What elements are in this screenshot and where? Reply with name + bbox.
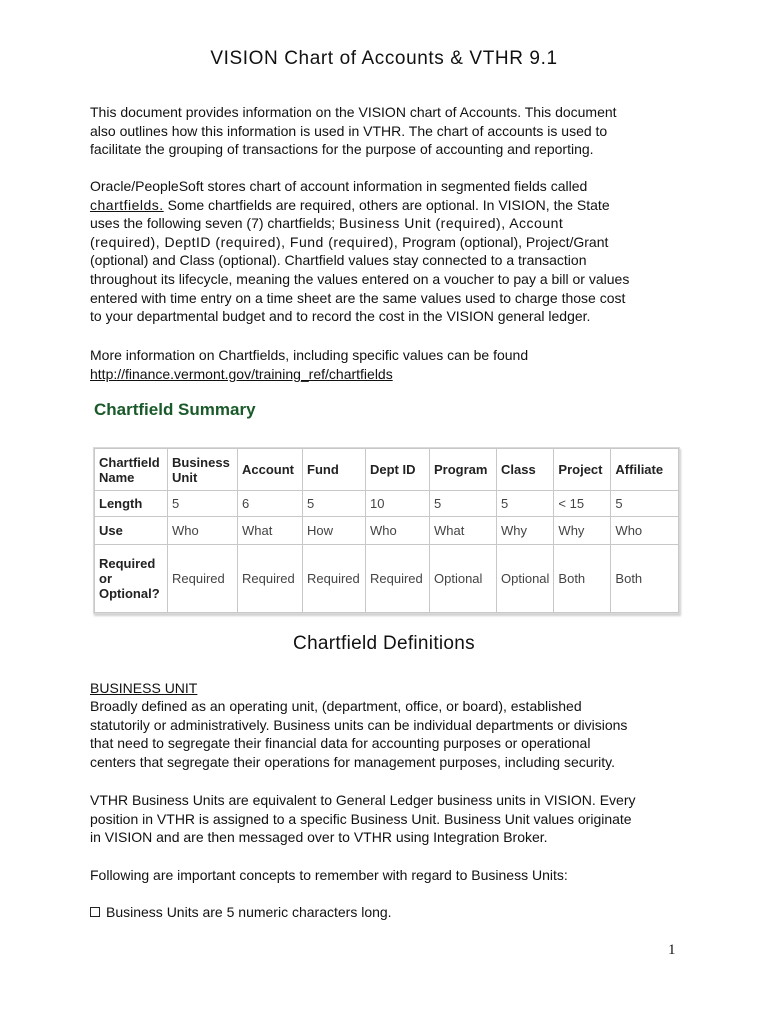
vthr-business-units-paragraph: VTHR Business Units are equivalent to General Ledger business units in VISION. Every position in VTHR is assigned to a specific Business Unit. Business Unit values originate in VISION and are then messaged over to VTHR using Integration Broker. xyxy=(90,792,636,846)
chartfields-term: chartfields. xyxy=(90,196,164,213)
table-cell: Required xyxy=(168,545,238,613)
table-cell: 6 xyxy=(238,491,303,517)
table-cell: Length xyxy=(95,491,168,517)
table-cell: Who xyxy=(366,517,430,545)
table-cell: Business Unit xyxy=(168,449,238,491)
table-cell: Who xyxy=(611,517,679,545)
table-cell: Required xyxy=(303,545,366,613)
business-unit-definition: Broadly defined as an operating unit, (department, office, or board), established statutorily or administratively. Business units can be individual departments or divisions that need to segregate their financial data for accounting purposes or operational centers that segregate their operations for management purposes, including security. xyxy=(90,698,628,770)
intro-paragraph: This document provides information on the VISION chart of Accounts. This document also outlines how this information is used in VTHR. The chart of accounts is used to facilitate the grouping of transactions for the purpose of accounting and reporting. xyxy=(90,104,617,158)
table-cell: 5 xyxy=(611,491,679,517)
table-cell: Both xyxy=(611,545,679,613)
business-unit-heading: BUSINESS UNIT xyxy=(90,680,198,696)
table-cell: Required or Optional? xyxy=(95,545,168,613)
checkbox-bullet-icon xyxy=(90,907,100,917)
table-cell: Project xyxy=(554,449,611,491)
bullet-item: Business Units are 5 numeric characters long. xyxy=(90,904,392,920)
table-row xyxy=(95,545,679,613)
definitions-heading: Chartfield Definitions xyxy=(293,633,475,654)
table-cell: 5 xyxy=(497,491,554,517)
table-row xyxy=(95,491,679,517)
table-cell: Account xyxy=(238,449,303,491)
more-info-paragraph: More information on Chartfields, including specific values can be found http://finance.vermont.gov/training_ref/chartfields xyxy=(90,347,529,382)
table-cell: Why xyxy=(554,517,611,545)
chartfields-paragraph: Oracle/PeopleSoft stores chart of account information in segmented fields called chartfields. Some chartfields are required, others are optional. In VISION, the State uses the following seven (7) chartfields; Business Unit (required), Account (required), DeptID (required), Fund (required), Program (optional), Project/Grant (optional) and Class (optional). Chartfield values stay connected to a transaction throughout its lifecycle, meaning the values entered on a voucher to pay a bill or values entered with time entry on a time sheet are the same values used to charge those cost to your departmental budget and to record the cost in the VISION general ledger. xyxy=(90,178,630,325)
chartfield-summary-table xyxy=(93,447,680,614)
table-cell: 5 xyxy=(430,491,497,517)
table-cell: Who xyxy=(168,517,238,545)
table-cell: Required xyxy=(238,545,303,613)
table-cell: 10 xyxy=(366,491,430,517)
summary-heading: Chartfield Summary xyxy=(94,400,256,419)
page-number: 1 xyxy=(668,942,676,958)
table-cell: What xyxy=(430,517,497,545)
table-cell: Chartfield Name xyxy=(95,449,168,491)
table-cell: Use xyxy=(95,517,168,545)
document-title: VISION Chart of Accounts & VTHR 9.1 xyxy=(210,48,558,69)
table-cell: 5 xyxy=(168,491,238,517)
table-cell: Why xyxy=(497,517,554,545)
chartfields-link[interactable]: http://finance.vermont.gov/training_ref/chartfields xyxy=(90,365,393,382)
table-cell: Program xyxy=(430,449,497,491)
table-cell: Affiliate xyxy=(611,449,679,491)
table-cell: Optional xyxy=(430,545,497,613)
table-cell: < 15 xyxy=(554,491,611,517)
table-row xyxy=(95,449,679,491)
table-cell: Fund xyxy=(303,449,366,491)
concepts-intro: Following are important concepts to remember with regard to Business Units: xyxy=(90,867,568,883)
table-cell: How xyxy=(303,517,366,545)
table-cell: Both xyxy=(554,545,611,613)
table-cell: Required xyxy=(366,545,430,613)
table-row xyxy=(95,517,679,545)
table-cell: Class xyxy=(497,449,554,491)
table-cell: Dept ID xyxy=(366,449,430,491)
table-cell: What xyxy=(238,517,303,545)
table-cell: Optional xyxy=(497,545,554,613)
table-cell: 5 xyxy=(303,491,366,517)
